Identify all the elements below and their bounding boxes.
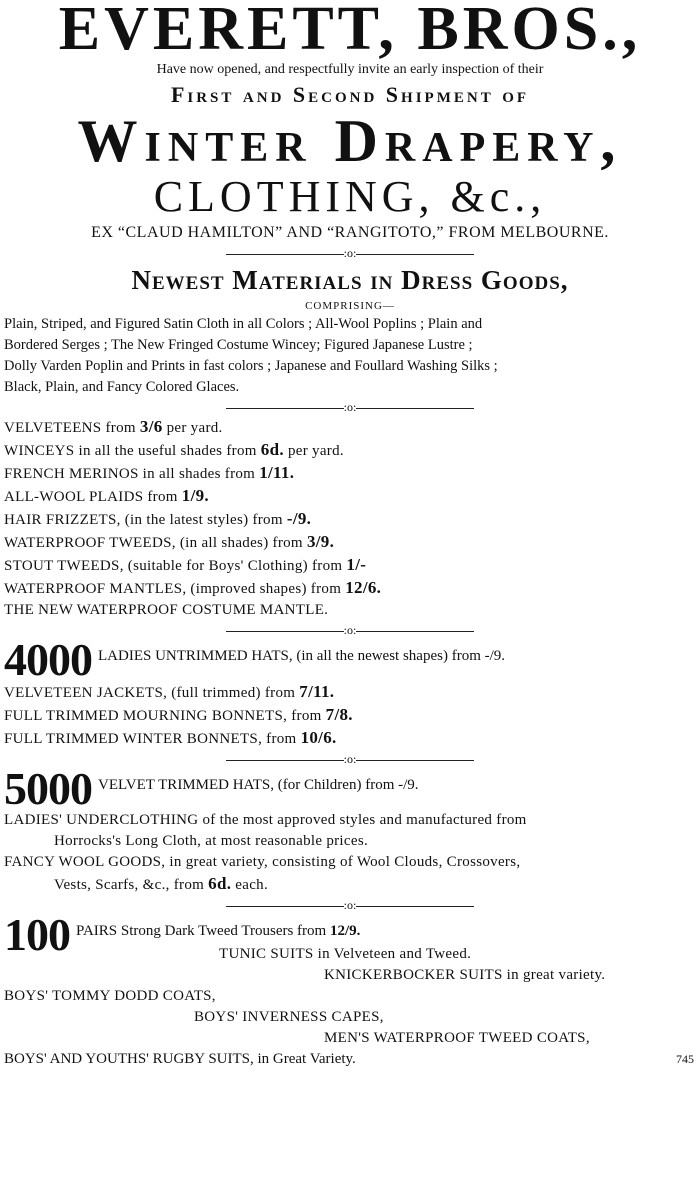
- dress-line: Bordered Serges ; The New Fringed Costume Wincey; Figured Japanese Lustre ;: [4, 337, 473, 353]
- knickerbocker-line: KNICKERBOCKER SUITS in great variety.: [324, 967, 606, 983]
- hats-row: [4, 634, 696, 685]
- fancy-wool-line: Vests, Scarfs, &c., from 6d. each.: [54, 874, 269, 893]
- list-item: STOUT TWEEDS, (suitable for Boys' Clothing) from 1/-: [4, 555, 367, 574]
- list-item: FRENCH MERINOS in all shades from 1/11.: [4, 463, 295, 482]
- list-item: VELVETEENS from 3/6 per yard.: [4, 417, 223, 436]
- velvet-hats-count: 5000: [4, 763, 92, 814]
- list-item: WINCEYS in all the useful shades from 6d. per yard.: [4, 440, 344, 459]
- dress-line: Dolly Varden Poplin and Prints in fast colors ; Japanese and Foullard Washing Silks ;: [4, 358, 498, 374]
- divider: :o:: [4, 898, 696, 912]
- page-number: 745: [676, 1052, 694, 1066]
- footer-row: [4, 1049, 696, 1070]
- underclothing-line: Horrocks's Long Cloth, at most reasonable prices.: [54, 833, 369, 849]
- list-item: VELVETEEN JACKETS, (full trimmed) from 7/11.: [4, 682, 335, 701]
- hats-count: 4000: [4, 634, 92, 685]
- list-item: FULL TRIMMED MOURNING BONNETS, from 7/8.: [4, 705, 353, 724]
- dress-line: Plain, Striped, and Figured Satin Cloth in all Colors ; All-Wool Poplins ; Plain and: [4, 316, 483, 332]
- dress-line: Black, Plain, and Fancy Colored Glaces.: [4, 379, 240, 395]
- fancy-wool-line: FANCY WOOL GOODS, in great variety, consisting of Wool Clouds, Crossovers,: [4, 854, 521, 870]
- list-item: FULL TRIMMED WINTER BONNETS, from 10/6.: [4, 728, 337, 747]
- clothing-heading: CLOTHING, &c.,: [153, 172, 547, 221]
- list-item: ALL-WOOL PLAIDS from 1/9.: [4, 486, 209, 505]
- mens-coats-line: MEN'S WATERPROOF TWEED COATS,: [324, 1030, 590, 1046]
- divider: :o:: [4, 623, 696, 637]
- firm-name: EVERETT, BROS.,: [58, 0, 642, 63]
- divider: :o:: [4, 246, 696, 260]
- list-item: HAIR FRIZZETS, (in the latest styles) from -/9.: [4, 509, 312, 528]
- shipment-heading: First and Second Shipment of: [170, 82, 530, 107]
- divider: :o:: [4, 400, 696, 414]
- hats-text: LADIES UNTRIMMED HATS, (in all the newest shapes) from -/9.: [98, 648, 506, 664]
- velvet-hats-row: [4, 763, 696, 814]
- winter-drapery-heading: Winter Drapery,: [77, 108, 623, 174]
- rugby-suits-line: BOYS' AND YOUTHS' RUGBY SUITS, in Great Variety.: [4, 1051, 356, 1067]
- divider: :o:: [4, 752, 696, 766]
- inverness-line: BOYS' INVERNESS CAPES,: [194, 1009, 384, 1025]
- underclothing-line: LADIES' UNDERCLOTHING of the most approved styles and manufactured from: [4, 812, 527, 828]
- ships-line: EX “CLAUD HAMILTON” AND “RANGITOTO,” FROM MELBOURNE.: [91, 224, 609, 241]
- intro-line: Have now opened, and respectfully invite an early inspection of their: [156, 62, 544, 77]
- tunic-suits-line: TUNIC SUITS in Velveteen and Tweed.: [219, 946, 472, 962]
- trousers-text: PAIRS Strong Dark Tweed Trousers from 12/9.: [76, 923, 361, 939]
- tommy-dodd-line: BOYS' TOMMY DODD COATS,: [4, 988, 216, 1004]
- trousers-count: 100: [4, 909, 70, 960]
- list-item: WATERPROOF MANTLES, (improved shapes) from 12/6.: [4, 578, 382, 597]
- list-item: WATERPROOF TWEEDS, (in all shades) from 3/9.: [4, 532, 335, 551]
- comprising-label: COMPRISING—: [305, 300, 395, 312]
- velvet-hats-text: VELVET TRIMMED HATS, (for Children) from -/9.: [98, 777, 419, 793]
- dress-goods-heading: Newest Materials in Dress Goods,: [131, 265, 569, 295]
- list-item: THE NEW WATERPROOF COSTUME MANTLE.: [4, 602, 329, 618]
